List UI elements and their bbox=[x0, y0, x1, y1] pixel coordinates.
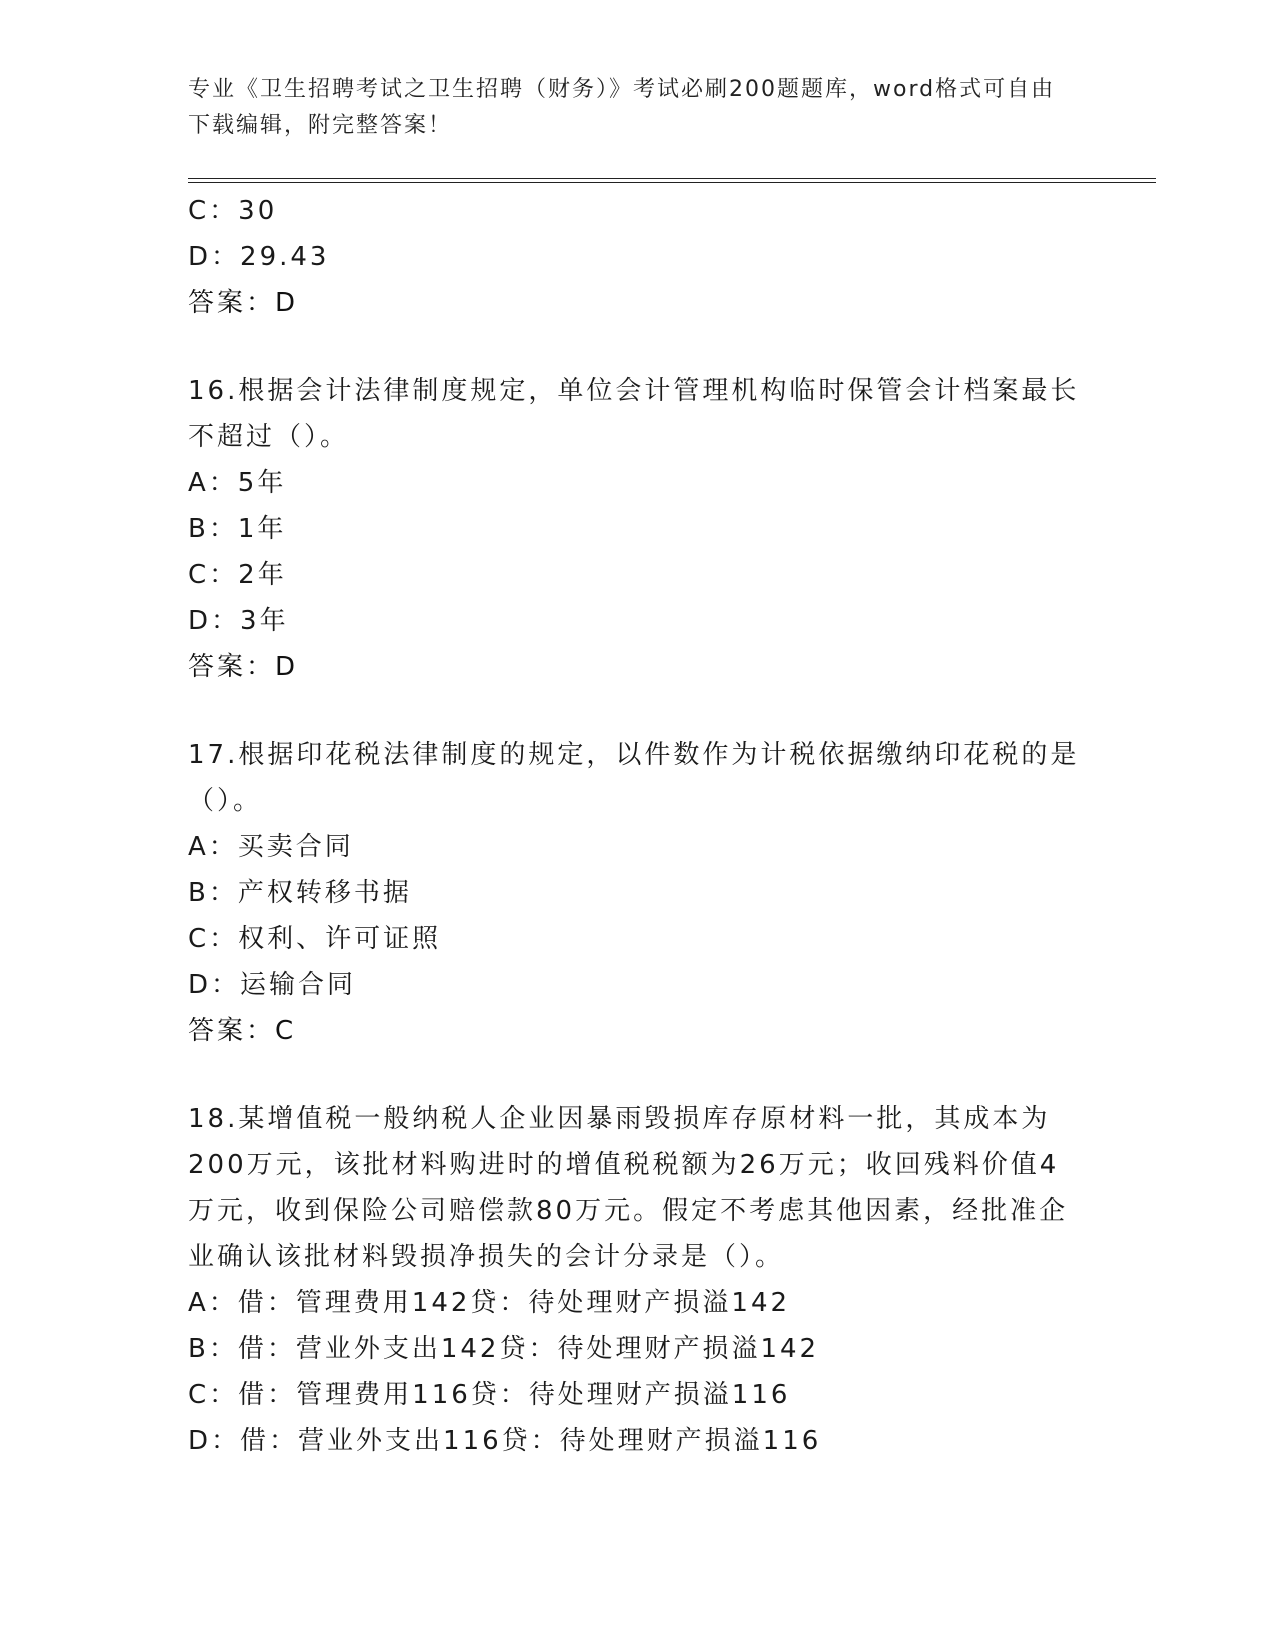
document-body bbox=[188, 188, 1088, 1464]
question-fragment bbox=[188, 188, 1088, 326]
question-text-line: 不超过（）。 bbox=[188, 422, 350, 452]
option-d: D：3年 bbox=[188, 606, 289, 636]
option-b: B：借：营业外支出142贷：待处理财产损溢142 bbox=[188, 1334, 820, 1364]
question-18 bbox=[188, 1096, 1088, 1464]
option-a: A：借：管理费用142贷：待处理财产损溢142 bbox=[188, 1288, 791, 1318]
header-title: 专业《卫生招聘考试之卫生招聘（财务）》考试必刷200题题库，word格式可自由下载编辑，附完整答案！ bbox=[188, 77, 1056, 138]
option-b: B：产权转移书据 bbox=[188, 878, 412, 908]
question-16 bbox=[188, 368, 1088, 690]
header-divider bbox=[188, 178, 1156, 183]
option-c: C：权利、许可证照 bbox=[188, 924, 442, 954]
question-text-line: 17.根据印花税法律制度的规定，以件数作为计税依据缴纳印花税的是 bbox=[188, 740, 1080, 770]
document-header bbox=[188, 72, 1068, 144]
question-17 bbox=[188, 732, 1088, 1054]
question-text-line: （）。 bbox=[188, 786, 263, 816]
question-text-line: 业确认该批材料毁损净损失的会计分录是（）。 bbox=[188, 1242, 785, 1272]
question-text-line: 18.某增值税一般纳税人企业因暴雨毁损库存原材料一批，其成本为 bbox=[188, 1104, 1051, 1134]
option-d: D：29.43 bbox=[188, 242, 330, 272]
spacer bbox=[188, 1054, 1088, 1096]
option-c: C：2年 bbox=[188, 560, 287, 590]
answer-line: 答案：D bbox=[188, 288, 299, 318]
answer-line: 答案：D bbox=[188, 652, 299, 682]
option-a: A：买卖合同 bbox=[188, 832, 354, 862]
answer-line: 答案：C bbox=[188, 1016, 297, 1046]
option-c: C：借：管理费用116贷：待处理财产损溢116 bbox=[188, 1380, 791, 1410]
option-b: B：1年 bbox=[188, 514, 287, 544]
question-text-line: 16.根据会计法律制度规定，单位会计管理机构临时保管会计档案最长 bbox=[188, 376, 1080, 406]
spacer bbox=[188, 326, 1088, 368]
option-c: C：30 bbox=[188, 196, 278, 226]
option-a: A：5年 bbox=[188, 468, 287, 498]
option-d: D：运输合同 bbox=[188, 970, 357, 1000]
spacer bbox=[188, 690, 1088, 732]
question-text-line: 万元，收到保险公司赔偿款80万元。假定不考虑其他因素，经批准企 bbox=[188, 1196, 1069, 1226]
option-d: D：借：营业外支出116贷：待处理财产损溢116 bbox=[188, 1426, 822, 1456]
question-text-line: 200万元，该批材料购进时的增值税税额为26万元；收回残料价值4 bbox=[188, 1150, 1060, 1180]
